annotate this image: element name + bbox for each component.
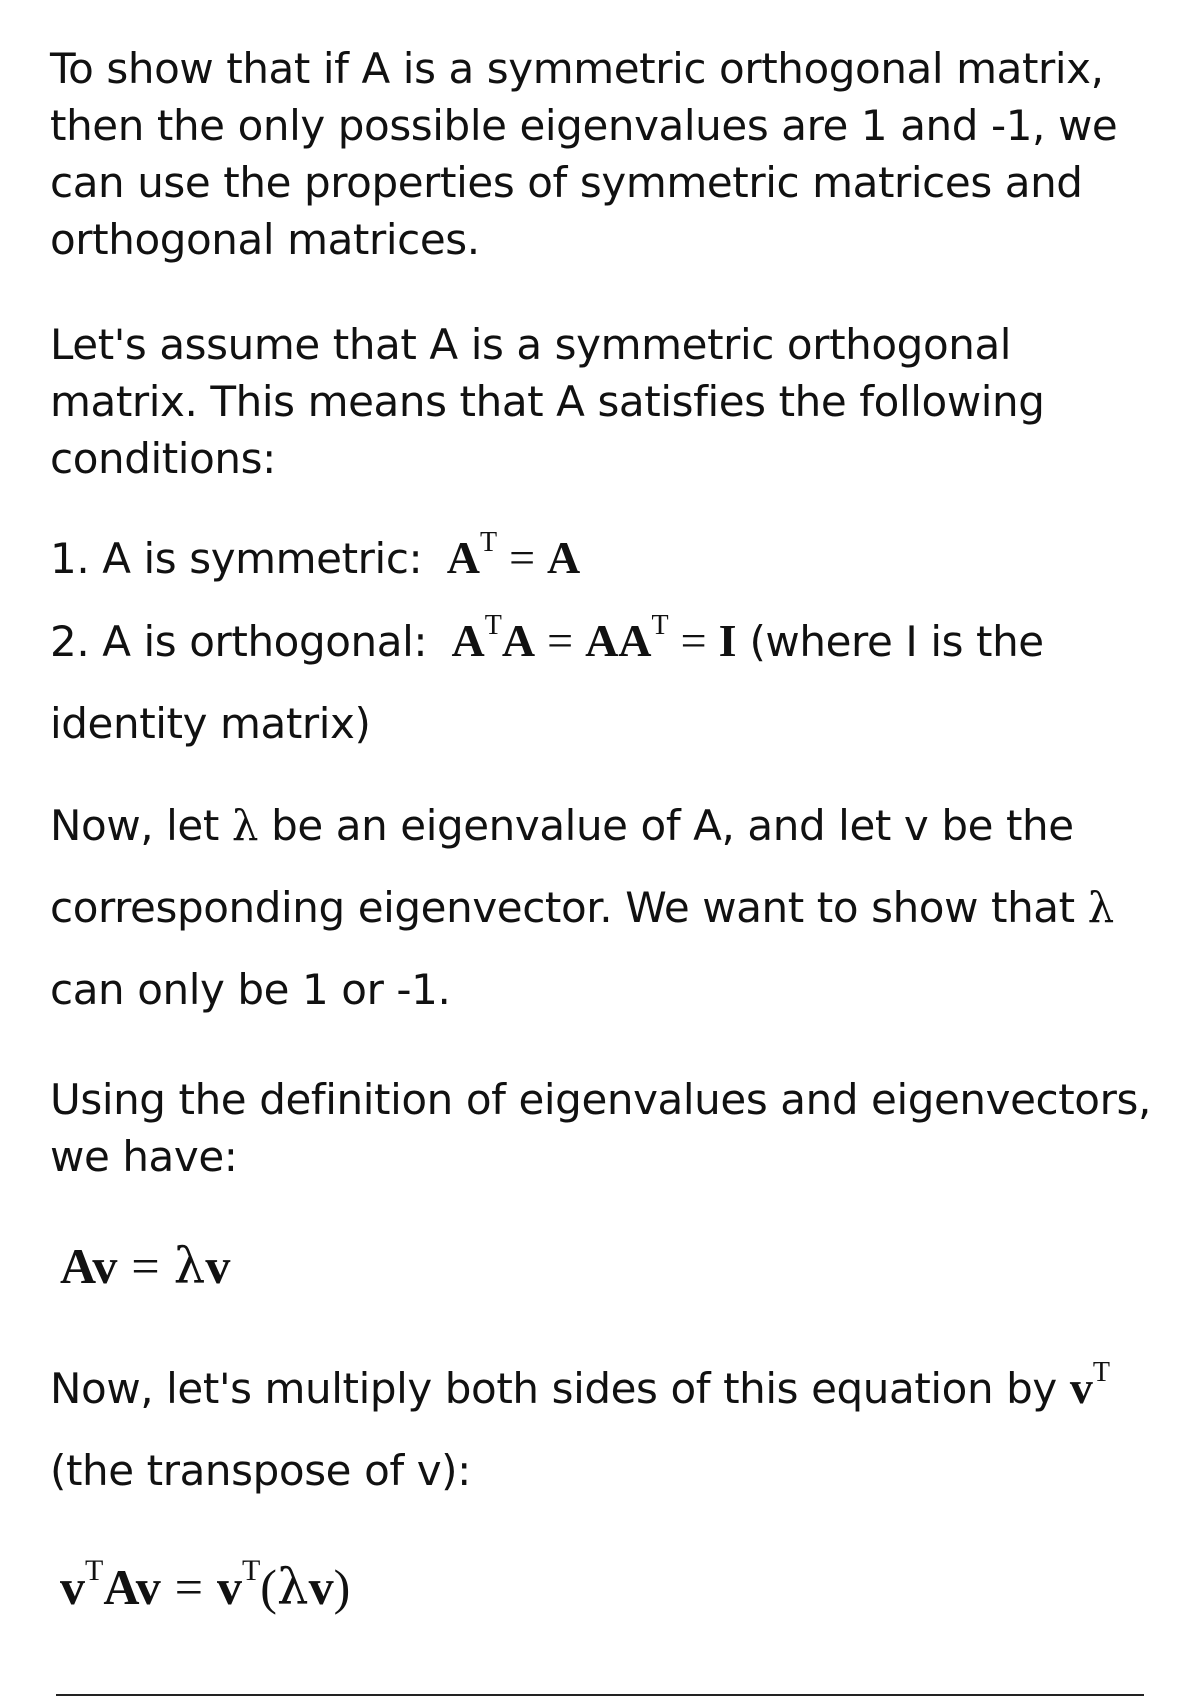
- condition-1-formula: $A^T = A$: [446, 527, 581, 583]
- condition-2-note: (where I is the identity matrix): [50, 617, 1044, 748]
- lambda-symbol: λ: [231, 801, 259, 850]
- lambda-symbol: λ: [1087, 883, 1114, 932]
- transposed-equation: $v^TAv = v^T(\lambda v)$: [60, 1554, 351, 1616]
- vt-symbol: $v^T$: [1069, 1357, 1110, 1413]
- assumption-paragraph: Let's assume that A is a symmetric orthogonal matrix. This means that A satisfies the following conditions:: [50, 320, 1045, 483]
- eigen-equation: Av = λv: [60, 1237, 231, 1295]
- intro-paragraph: To show that if A is a symmetric orthogonal matrix, then the only possible eigenvalues are 1 and -1, we can use the properties of symmetric matrices and orthogonal matrices.: [50, 44, 1118, 264]
- condition-2-label: 2. A is orthogonal:: [50, 617, 428, 666]
- solution-document: [50, 40, 1170, 1616]
- condition-1-label: 1. A is symmetric:: [50, 534, 423, 583]
- bottom-divider: [56, 1694, 1144, 1696]
- eigen-intro-paragraph: Now, let λ be an eigenvalue of A, and let v be the corresponding eigenvector. We want to show that λ can only be 1 or -1.: [50, 801, 1114, 1014]
- condition-orthogonal: [50, 600, 1170, 765]
- conditions-list: [50, 517, 1170, 765]
- definition-paragraph: Using the definition of eigenvalues and eigenvectors, we have:: [50, 1075, 1151, 1181]
- condition-2-formula: $A^TA = AA^T = I$: [451, 610, 737, 666]
- condition-symmetric: [50, 517, 1170, 600]
- multiply-paragraph: Now, let's multiply both sides of this equation by $v^T$ (the transpose of v):: [50, 1357, 1110, 1495]
